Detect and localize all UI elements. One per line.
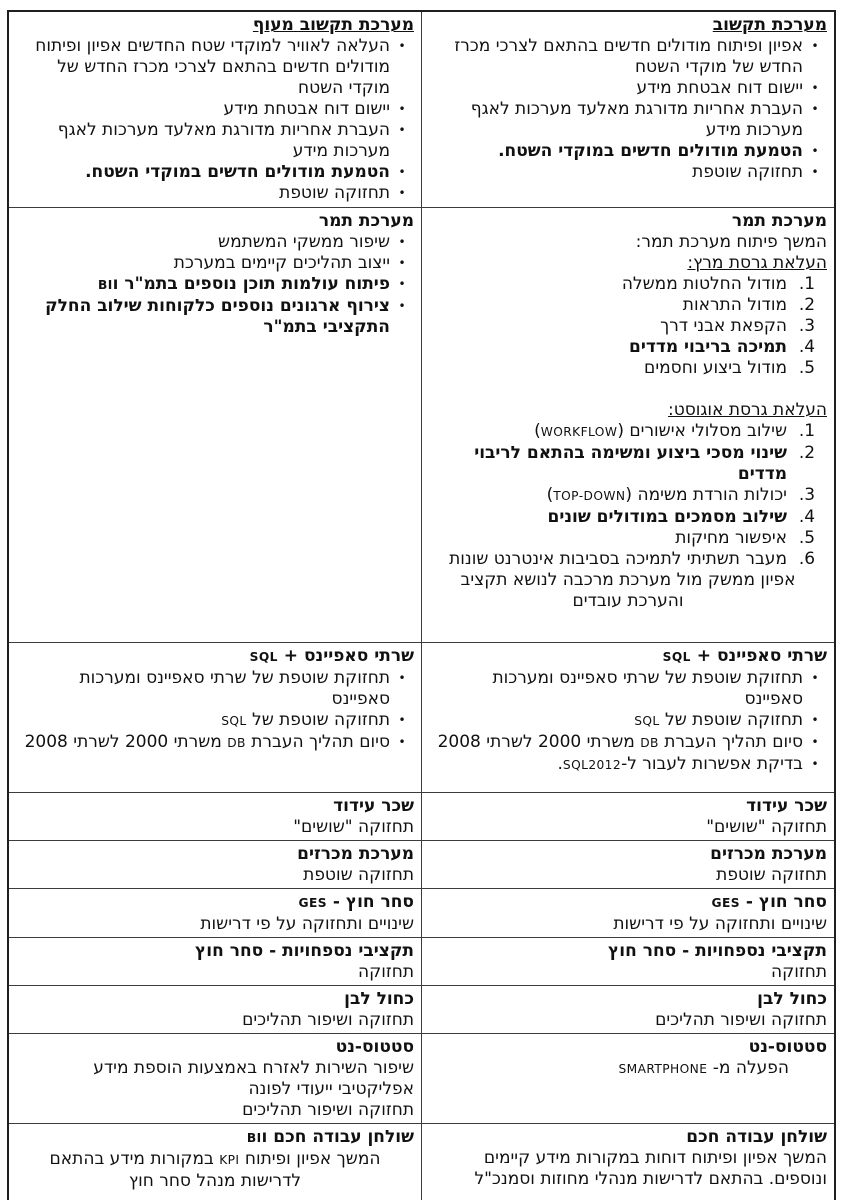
cell-right-row7	[422, 985, 836, 1033]
item-text: הקפאת אבני דרך	[660, 315, 787, 336]
item-text: שינוי מסכי ביצוע ומשימה בהתאם לריבוי מדדים	[474, 442, 787, 484]
item-number: 1.	[798, 273, 816, 294]
table-row	[8, 207, 835, 642]
table-row	[8, 840, 835, 888]
bullet-icon: •	[811, 102, 819, 116]
numbered-item	[429, 485, 827, 507]
latin-acronym: WORKFLOW	[540, 424, 618, 439]
latin-acronym: SMARTPHONE	[618, 1061, 708, 1076]
item-number: 3.	[798, 484, 816, 505]
paragraph: המשך אפיון ופיתוח דוחות במקורות מידע קיימים ונוספים. בהתאם לדרישות מנהלי מחוזות וסמנכ"ל	[474, 1147, 827, 1189]
cell-title: שרתי סאפיינס + SQL	[249, 645, 414, 666]
cell-right-row4	[422, 840, 836, 888]
latin-acronym: BI	[246, 1130, 262, 1145]
latin-acronym: SQL	[221, 713, 247, 728]
cell-title: סטטוס-נט	[748, 1036, 827, 1057]
bullet-icon: •	[398, 234, 406, 249]
bullet-item	[16, 99, 414, 120]
cell-title: כחול לבן	[344, 988, 414, 1009]
latin-acronym: DB	[640, 735, 659, 750]
numbered-item	[429, 528, 827, 549]
bullet-icon: •	[398, 39, 406, 53]
paragraph: שינויים ותחזוקה על פי דרישות	[200, 913, 414, 934]
cell-left-row9	[8, 1123, 422, 1200]
bullet-icon: •	[398, 276, 406, 291]
bullet-item	[429, 78, 827, 99]
cell-title: מערכת מכרזים	[710, 843, 827, 864]
cell-left-row8	[8, 1033, 422, 1123]
bullet-item	[16, 253, 414, 274]
paragraph: תחזוקה "שושים"	[706, 816, 827, 837]
cell-right-row0	[422, 11, 836, 207]
item-text: העברת אחריות מדורגת מאלעד מערכות לאגף מערכות מידע	[470, 99, 803, 140]
cell-left-row3	[8, 792, 422, 840]
cell-right-row2	[422, 642, 836, 792]
item-number: 5.	[798, 357, 816, 378]
bullet-item	[16, 668, 414, 710]
paragraph: הפעלה מ- SMARTPHONE	[618, 1057, 789, 1078]
paragraph: תחזוקה שוטפת	[716, 864, 827, 885]
table-row	[8, 985, 835, 1033]
cell-title: סטטוס-נט	[335, 1036, 414, 1057]
item-text: אפיון ופיתוח מודולים חדשים בהתאם לצרכי מכרז החדש של מוקדי השטח	[454, 36, 803, 77]
item-text: מודול ביצוע וחסמים	[644, 357, 787, 378]
table-row	[8, 11, 835, 207]
latin-acronym: SQL	[662, 649, 691, 664]
item-number: 4.	[798, 336, 816, 357]
bullet-item	[429, 36, 827, 78]
cell-left-row0	[8, 11, 422, 207]
paragraph: תחזוקה "שושים"	[293, 816, 414, 837]
table-row	[8, 937, 835, 985]
bullet-icon: •	[811, 712, 819, 727]
numbered-item	[429, 274, 827, 295]
numbered-item	[429, 549, 827, 570]
paragraph: תחזוקה ושיפור תהליכים	[655, 1009, 827, 1030]
item-text: שילוב מסמכים במודולים שונים	[547, 506, 787, 527]
item-text: שילוב מסלולי אישורים (WORKFLOW)	[534, 420, 787, 441]
cell-left-row7	[8, 985, 422, 1033]
item-number: 6.	[798, 548, 816, 569]
cell-title: שרתי סאפיינס + SQL	[662, 645, 827, 666]
item-text: הטמעת מודולים חדשים במוקדי השטח.	[85, 162, 390, 182]
paragraph: שיפור השירות לאזרח באמצעות הוספת מידע	[93, 1057, 414, 1078]
latin-acronym: DB	[227, 735, 246, 750]
bullet-item	[429, 732, 827, 754]
cell-title: שולחן עבודה חכם	[686, 1126, 827, 1147]
latin-acronym: KPI	[219, 1152, 240, 1167]
paragraph: תחזוקה	[771, 961, 827, 982]
cell-title: מערכת תמר	[731, 210, 827, 231]
paragraph: תחזוקה ושיפור תהליכים	[242, 1099, 414, 1120]
item-text: שיפור ממשקי המשתמש	[218, 231, 390, 252]
cell-right-row5	[422, 888, 836, 937]
bullet-icon: •	[398, 670, 406, 685]
numbered-item	[429, 358, 827, 379]
bullet-icon: •	[398, 712, 406, 727]
cell-left-row5	[8, 888, 422, 937]
latin-acronym: SQL	[249, 649, 278, 664]
bullet-icon: •	[811, 81, 819, 95]
bullet-icon: •	[811, 39, 819, 53]
cell-title: מערכת מכרזים	[297, 843, 414, 864]
bullet-item	[16, 36, 414, 99]
latin-acronym: BI	[97, 277, 113, 292]
bullet-item	[429, 141, 827, 162]
bullet-icon: •	[398, 734, 406, 749]
latin-acronym: GES	[711, 895, 740, 910]
item-number: 2.	[798, 294, 816, 315]
numbered-item	[429, 295, 827, 316]
bullet-item	[16, 710, 414, 732]
cell-left-row2	[8, 642, 422, 792]
cell-title: סחר חוץ - GES	[711, 891, 827, 912]
numbered-item	[429, 443, 827, 485]
bullet-icon: •	[811, 756, 819, 771]
item-number: 5.	[798, 527, 816, 548]
item-number: 3.	[798, 315, 816, 336]
bullet-icon: •	[398, 298, 406, 313]
bullet-icon: •	[811, 670, 819, 685]
systems-table	[7, 10, 836, 1200]
latin-acronym: SQL	[634, 713, 660, 728]
cell-left-row1	[8, 207, 422, 642]
latin-acronym: SQL2012	[562, 757, 622, 772]
item-number: 2.	[798, 442, 816, 463]
bullet-icon: •	[398, 255, 406, 270]
cell-title: כחול לבן	[757, 988, 827, 1009]
cell-left-row6	[8, 937, 422, 985]
paragraph: שינויים ותחזוקה על פי דרישות	[613, 913, 827, 934]
item-text: תחזוקה שוטפת	[692, 162, 803, 182]
bullet-item	[16, 732, 414, 754]
cell-right-row1	[422, 207, 836, 642]
item-text: צירוף ארגונים נוספים כלקוחות שילוב החלק התקציבי בתמ"ר	[45, 295, 390, 337]
item-number: 4.	[798, 506, 816, 527]
bullet-item	[429, 754, 827, 776]
item-text: ייצוב תהליכים קיימים במערכת	[173, 252, 390, 273]
table-row	[8, 1123, 835, 1200]
cell-right-row6	[422, 937, 836, 985]
cell-title: מערכת תמר	[318, 210, 414, 231]
bullet-icon: •	[398, 123, 406, 137]
table-row	[8, 642, 835, 792]
item-text: יכולות הורדת משימה (TOP-DOWN)	[546, 484, 787, 505]
item-number: 1.	[798, 420, 816, 441]
item-text: תחזוקת שוטפת של שרתי סאפיינס ומערכות סאפיינס	[79, 667, 390, 709]
cell-title: מערכת תקשוב מעוף	[252, 15, 414, 35]
cell-right-row3	[422, 792, 836, 840]
item-text: הטמעת מודולים חדשים במוקדי השטח.	[498, 141, 803, 161]
bullet-item	[429, 710, 827, 732]
item-text: העלאה לאוויר למוקדי שטח החדשים אפיון ופיתוח מודולים חדשים בהתאם לצרכי מכרז החדש של מוקדי השטח	[35, 36, 390, 98]
bullet-item	[16, 232, 414, 253]
bullet-icon: •	[811, 144, 819, 158]
bullet-item	[16, 183, 414, 204]
paragraph: תחזוקה	[358, 961, 414, 982]
item-text: העברת אחריות מדורגת מאלעד מערכות לאגף מערכות מידע	[57, 120, 390, 161]
item-text: תחזוקה שוטפת	[279, 183, 390, 203]
systems-table-body	[8, 11, 835, 1200]
item-text: תחזוקה שוטפת של SQL	[634, 709, 803, 730]
item-text: סיום תהליך העברת DB משרתי 2000 לשרתי 2008	[24, 731, 390, 752]
paragraph: אפליקטיבי ייעודי לפונה	[248, 1078, 414, 1099]
item-text: תמיכה בריבוי מדדים	[628, 336, 787, 357]
bullet-item	[429, 99, 827, 141]
paragraph: אפיון ממשק מול מערכת מרכבה לנושא תקציב והערכת עובדים	[460, 569, 796, 611]
item-text: יישום דוח אבטחת מידע	[223, 99, 390, 119]
item-text: סיום תהליך העברת DB משרתי 2000 לשרתי 2008	[437, 731, 803, 752]
latin-acronym: TOP-DOWN	[553, 488, 626, 503]
bullet-icon: •	[398, 102, 406, 116]
paragraph: תחזוקה ושיפור תהליכים	[242, 1009, 414, 1030]
cell-right-row8	[422, 1033, 836, 1123]
section-subtitle: העלאת גרסת אוגוסט:	[668, 399, 827, 420]
bullet-icon: •	[398, 186, 406, 200]
cell-title: שכר עידוד	[746, 795, 827, 816]
paragraph: המשך אפיון ופיתוח KPI במקורות מידע בהתאם לדרישות מנהל סחר חוץ	[49, 1148, 381, 1191]
bullet-icon: •	[398, 165, 406, 179]
item-text: איפשור מחיקות	[675, 527, 787, 548]
bullet-item	[16, 120, 414, 162]
item-text: תחזוקת שוטפת של שרתי סאפיינס ומערכות סאפיינס	[492, 667, 803, 709]
cell-title: שכר עידוד	[333, 795, 414, 816]
item-text: מעבר תשתיתי לתמיכה בסביבות אינטרנט שונות	[449, 548, 787, 569]
bullet-icon: •	[811, 165, 819, 179]
section-subtitle: העלאת גרסת מרץ:	[687, 252, 827, 273]
numbered-item	[429, 507, 827, 528]
cell-title: שולחן עבודה חכם וBI	[246, 1126, 414, 1147]
bullet-item	[16, 162, 414, 183]
bullet-item	[429, 162, 827, 183]
cell-title: סחר חוץ - GES	[298, 891, 414, 912]
item-text: פיתוח עולמות תוכן נוספים בתמ"ר וBI	[97, 273, 390, 294]
item-text: תחזוקה שוטפת של SQL	[221, 709, 390, 730]
numbered-item	[429, 316, 827, 337]
table-row	[8, 792, 835, 840]
cell-left-row4	[8, 840, 422, 888]
bullet-item	[16, 296, 414, 338]
cell-title: תקציבי נספחויות - סחר חוץ	[608, 940, 827, 961]
bullet-item	[429, 668, 827, 710]
cell-title: תקציבי נספחויות - סחר חוץ	[195, 940, 414, 961]
cell-title: מערכת תקשוב	[712, 15, 827, 35]
table-row	[8, 1033, 835, 1123]
numbered-item	[429, 421, 827, 443]
item-text: בדיקת אפשרות לעבור ל-SQL2012.	[557, 753, 803, 774]
item-text: מודול התראות	[682, 294, 787, 315]
numbered-item	[429, 337, 827, 358]
cell-right-row9	[422, 1123, 836, 1200]
latin-acronym: GES	[298, 895, 327, 910]
paragraph: תחזוקה שוטפת	[303, 864, 414, 885]
item-text: מודול החלטות ממשלה	[621, 273, 787, 294]
item-text: יישום דוח אבטחת מידע	[636, 78, 803, 98]
bullet-item	[16, 274, 414, 296]
table-row	[8, 888, 835, 937]
bullet-icon: •	[811, 734, 819, 749]
paragraph: המשך פיתוח מערכת תמר:	[635, 231, 827, 252]
